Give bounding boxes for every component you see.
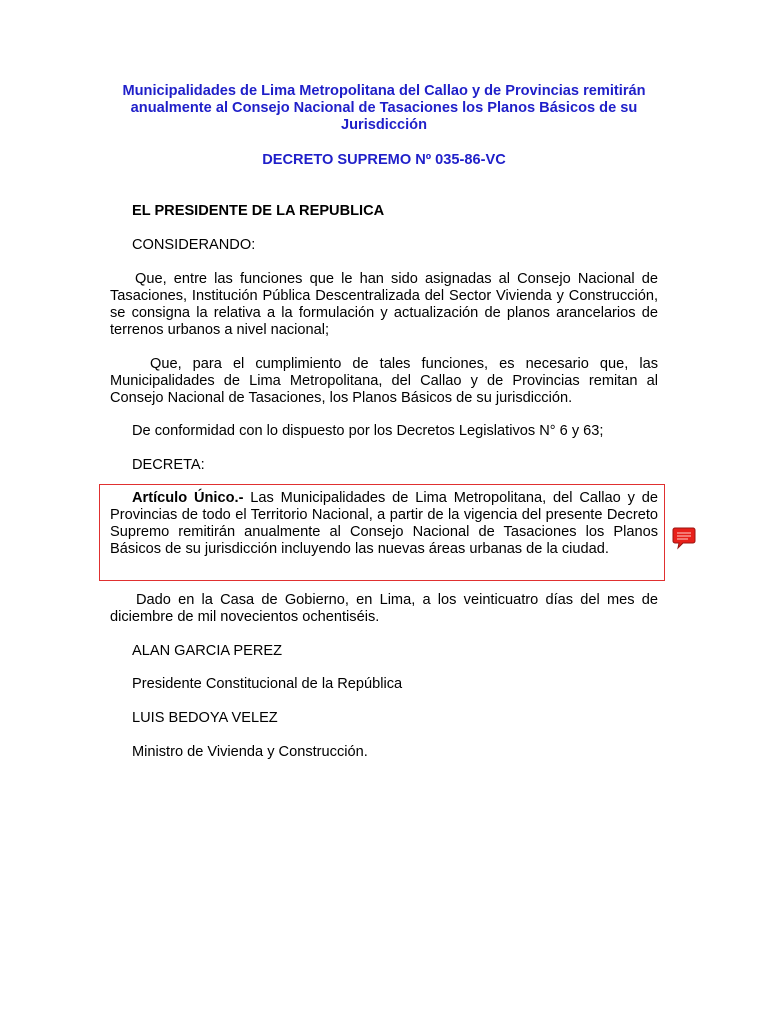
article-label: Artículo Único.-: [132, 490, 244, 506]
decree-number: DECRETO SUPREMO Nº 035-86-VC: [262, 152, 506, 168]
signer-2-name: LUIS BEDOYA VELEZ: [132, 710, 278, 726]
paragraph-1: Que, entre las funciones que le han sido asignadas al Consejo Nacional de Tasaciones, Institución Pública Descentralizada del Sector Vivienda y Construcción, se consigna la relativa a la formulación y actualización de planos arancelarios de terrenos urbanos a nivel nacional;: [110, 271, 658, 338]
president-heading: EL PRESIDENTE DE LA REPUBLICA: [132, 203, 385, 219]
decreta-heading: DECRETA:: [132, 457, 205, 473]
given-paragraph: Dado en la Casa de Gobierno, en Lima, a los veinticuatro días del mes de diciembre de mil novecientos ochentiséis.: [110, 592, 658, 625]
article-paragraph: [110, 490, 658, 558]
comment-note-icon[interactable]: [672, 526, 696, 550]
document-title: Municipalidades de Lima Metropolitana del Callao y de Provincias remitirán anualmente al Consejo Nacional de Tasaciones los Planos Básicos de su Jurisdicción: [122, 83, 646, 133]
signer-1-title: Presidente Constitucional de la República: [132, 676, 403, 692]
paragraph-2: Que, para el cumplimiento de tales funciones, es necesario que, las Municipalidades de Lima Metropolitana, del Callao y de Provincias remitan al Consejo Nacional de Tasaciones, los Planos Básicos de su jurisdicción.: [110, 356, 658, 406]
article-text: Las Municipalidades de Lima Metropolitana, del Callao y de Provincias de todo el Territorio Nacional, a partir de la vigencia del presente Decreto Supremo remitirán anualmente al Consejo Nacional de Tasaciones los Planos Básicos de su jurisdicción incluyendo las nuevas áreas urbanas de la ciudad.: [110, 490, 658, 557]
considerando-heading: CONSIDERANDO:: [132, 237, 256, 253]
signer-1-name: ALAN GARCIA PEREZ: [132, 643, 283, 659]
signer-2-title: Ministro de Vivienda y Construcción.: [132, 744, 368, 760]
paragraph-3: De conformidad con lo dispuesto por los Decretos Legislativos N° 6 y 63;: [132, 423, 604, 439]
